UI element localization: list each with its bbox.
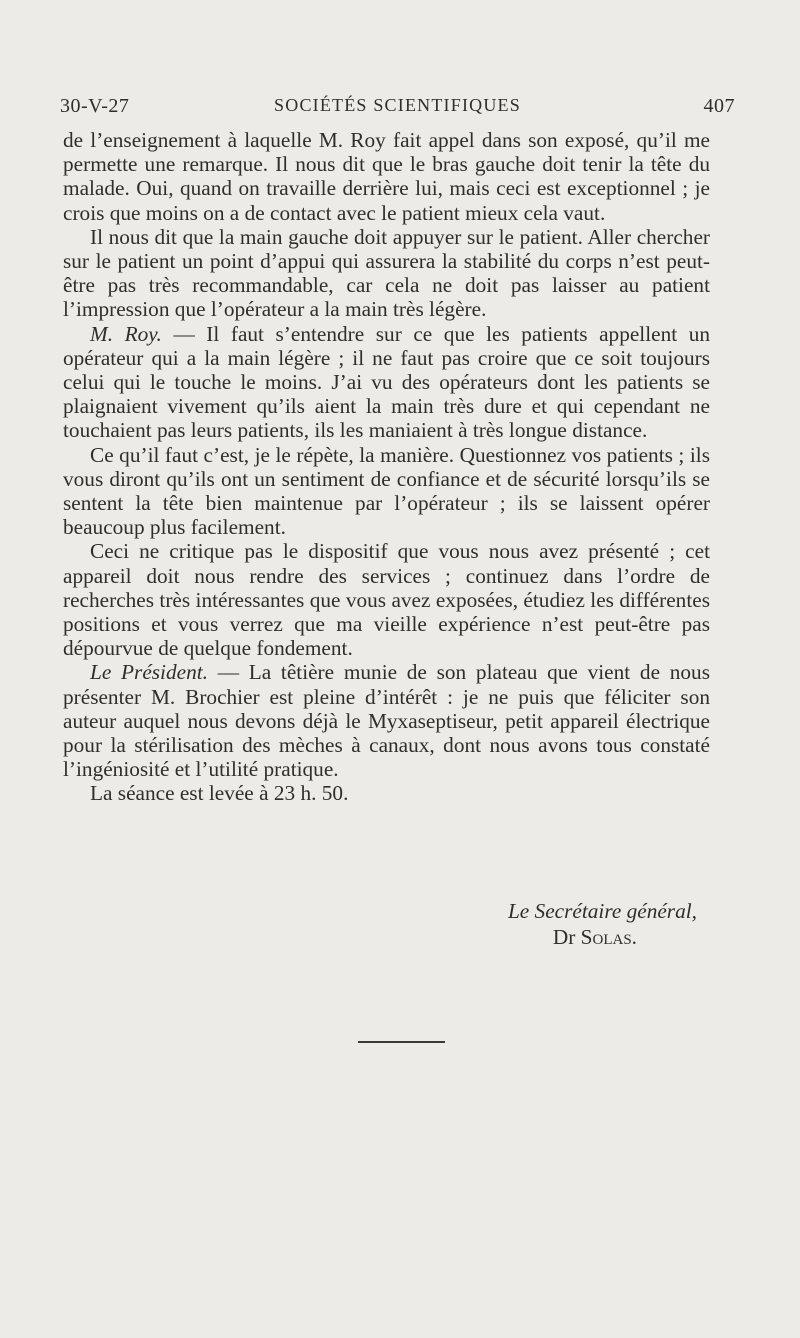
- paragraph-7: [63, 781, 710, 805]
- speaker-name: M. Roy.: [90, 321, 162, 346]
- paragraph-5: [63, 539, 710, 660]
- paragraph-text: de l’enseignement à laquelle M. Roy fait appel dans son exposé, qu’il me permette une remarque. Il nous dit que le bras gauche doit tenir la tête du malade. Oui, quand on travaille derrière lui, mais ceci est exceptionnel ; je crois que moins on a de contact avec le patient mieux cela vaut.: [63, 128, 710, 225]
- paragraph-text: La séance est levée à 23 h. 50.: [90, 781, 349, 806]
- paragraph-4: [63, 443, 710, 540]
- paragraph-text: Il nous dit que la main gauche doit appuyer sur le patient. Aller chercher sur le patient un point d’appui qui assurera la stabilité du corps n’est peut-être pas très recommandable, car cela ne doit pas laisser au patient l’impression que l’opérateur a la main très légère.: [63, 224, 710, 322]
- signature-block: [63, 898, 697, 950]
- page-number: 407: [703, 95, 735, 117]
- header-date: 30-V-27: [60, 95, 130, 117]
- paragraph-2: [63, 225, 710, 322]
- speaker-name: Le Président.: [90, 660, 208, 685]
- signatory-name: Solas.: [580, 925, 637, 949]
- paragraph-1: [63, 128, 710, 225]
- signatory-line: [63, 924, 697, 950]
- paragraph-6: [63, 660, 710, 781]
- paragraph-text: — Il faut s’entendre sur ce que les patients appellent un opérateur qui a la main légère ; il ne faut pas croire que ce soit toujours celui qui le touche le moins. J’ai vu des opérateurs dont les patients se plaignaient vivement qu’ils aient la main très dure et qui cependant ne touchaient pas leurs patients, ils les maniaient à très longue distance.: [63, 321, 711, 443]
- paragraph-text: — La têtière munie de son plateau que vient de nous présenter M. Brochier est pleine d’intérêt : je ne puis que féliciter son auteur auquel nous devons déjà le Myxaseptiseur, petit appareil électrique pour la stérilisation des mèches à canaux, dont nous avons tous constaté l’ingéniosité et l’utilité pratique.: [63, 660, 710, 782]
- signatory-title: Dr: [552, 925, 576, 949]
- closing-rule: [358, 1041, 445, 1043]
- signatory-role: Le Secrétaire général,: [507, 899, 697, 923]
- paragraph-3: [63, 322, 710, 443]
- running-title: SOCIÉTÉS SCIENTIFIQUES: [274, 95, 521, 115]
- page-header: [60, 95, 735, 125]
- paragraph-text: Ceci ne critique pas le dispositif que vous nous avez présenté ; cet appareil doit nous rendre des services ; continuez dans l’ordre de recherches très intéressantes que vous avez exposées, étudiez les différentes positions et vous verrez que ma vieille expérience n’est peut-être pas dépourvue de quelque fondement.: [63, 539, 710, 661]
- paragraph-text: Ce qu’il faut c’est, je le répète, la manière. Questionnez vos patients ; ils vous diront qu’ils ont un sentiment de confiance et de sécurité lorsqu’ils se sentent la tête bien maintenue par l’opérateur ; ils se laissent opérer beaucoup plus facilement.: [63, 442, 710, 540]
- body-text: [63, 128, 710, 806]
